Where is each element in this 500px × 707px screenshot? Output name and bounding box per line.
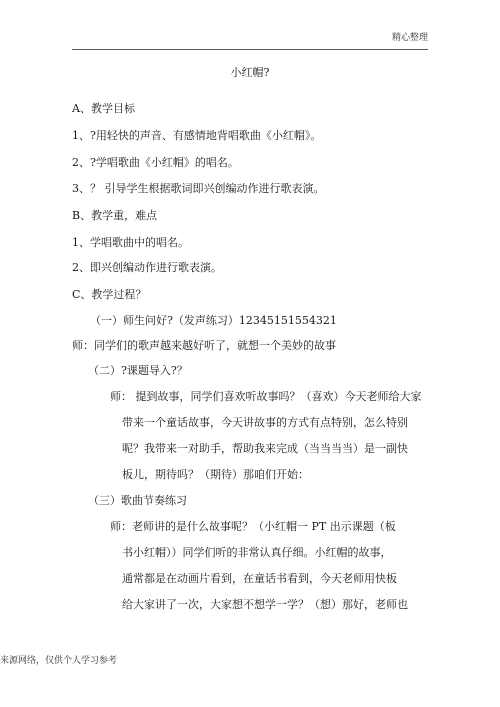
part2-line-1: 师： 提到故事，同学们喜欢听故事吗？（喜欢）今天老师给大家 [110,390,422,403]
section-b-item-1: 1、学唱歌曲中的唱名。 [72,236,189,249]
part2-line-3: 呢？我带来一对助手，帮助我来完成（当当当当）是一副快 [122,442,408,455]
part3-line-4: 给大家讲了一次，大家想不想学一学？（想）那好，老师也 [122,598,408,611]
footer-note: 来源网络，仅供个人学习参考 [0,656,118,666]
section-b-heading: B、教学重，难点 [72,209,158,222]
part3-line-2: 书小红帽））同学们听的非常认真仔细。小红帽的故事， [122,546,392,559]
section-c-heading: C、教学过程？ [72,288,147,301]
section-a-item-1: 1、?用轻快的声音、有感情地背唱歌曲《小红帽》。 [72,129,322,142]
section-a-heading: A、教学目标 [72,102,135,115]
header-rule [72,49,428,50]
part1-title: （一）师生问好?（发声练习）12345151554321 [90,314,337,327]
part1-text: 师：同学们的歌声越来越好听了，就想一个美妙的故事 [72,339,336,352]
document-title: 小红帽? [230,66,270,79]
section-a-item-3: 3、？ 引导学生根据歌词即兴创编动作进行歌表演。 [72,182,325,195]
header-note: 精心整理 [391,33,428,43]
section-a-item-2: 2、?学唱歌曲《小红帽》的唱名。 [72,156,239,169]
part2-line-4: 板儿，期待吗？（期待）那咱们开始： [122,468,309,481]
part3-title: （三）歌曲节奏练习 [88,494,187,507]
part3-line-1: 师：老师讲的是什么故事呢？（小红帽一 PT 出示课题（板 [110,520,396,533]
section-b-item-2: 2、即兴创编动作进行歌表演。 [72,261,222,274]
part2-title: （二）?课题导入?？ [88,364,188,377]
part2-line-2: 带来一个童话故事，今天讲故事的方式有点特别，怎么特别 [122,416,408,429]
part3-line-3: 通常都是在动画片看到，在童话书看到，今天老师用快板 [122,572,397,585]
